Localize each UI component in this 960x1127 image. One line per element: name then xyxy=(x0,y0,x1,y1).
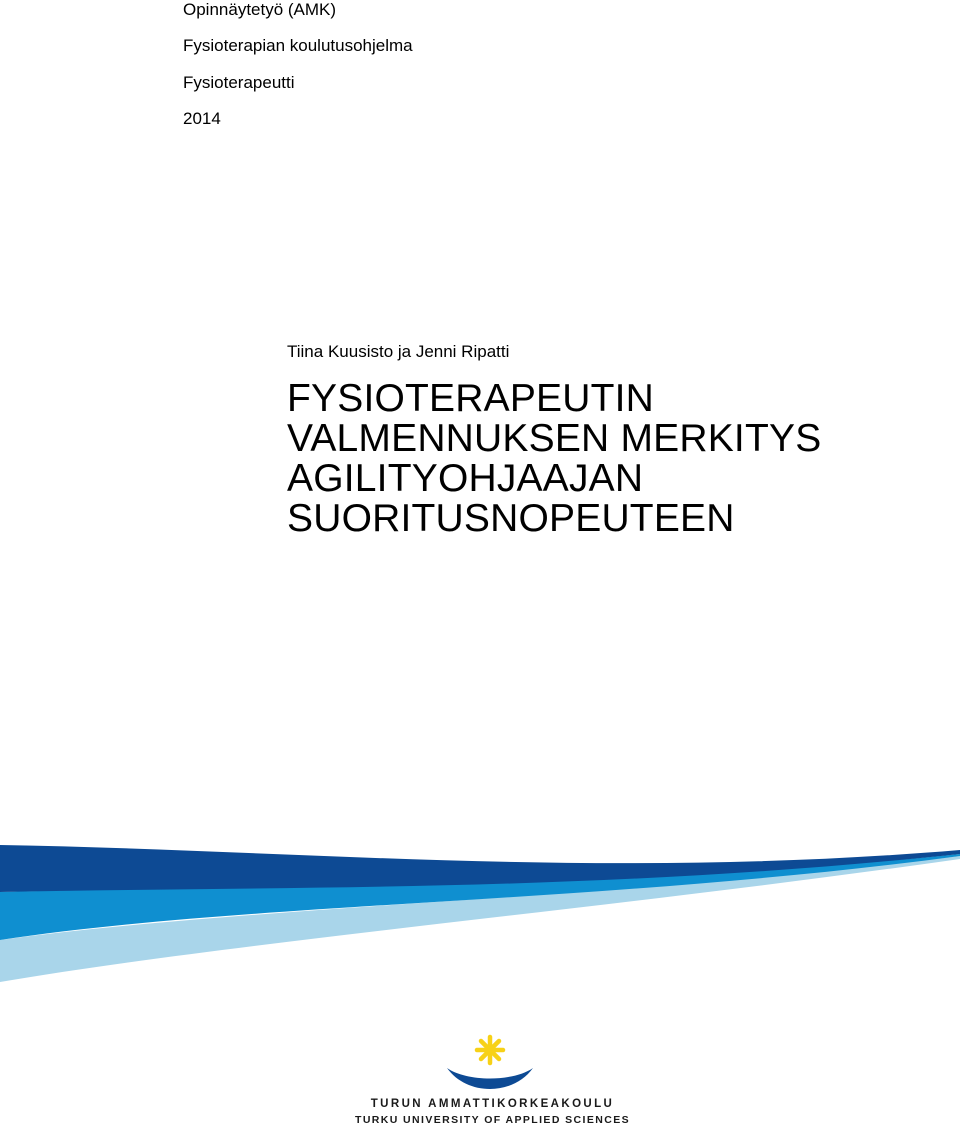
logo-mark xyxy=(355,1025,630,1095)
qualification-label: Fysioterapeutti xyxy=(183,73,295,92)
logo-name-finnish: TURUN AMMATTIKORKEAKOULU xyxy=(370,1098,615,1110)
wave-decoration xyxy=(0,840,960,990)
thesis-title xyxy=(287,379,821,539)
programme-label: Fysioterapian koulutusohjelma xyxy=(183,36,413,55)
title-line-3: AGILITYOHJAAJAN xyxy=(287,457,644,500)
authors: Tiina Kuusisto ja Jenni Ripatti xyxy=(287,342,510,361)
degree-label: Opinnäytetyö (AMK) xyxy=(183,0,337,19)
university-logo xyxy=(355,1025,630,1127)
logo-name-english: TURKU UNIVERSITY OF APPLIED SCIENCES xyxy=(355,1114,631,1126)
title-line-2: VALMENNUKSEN MERKITYS xyxy=(287,417,822,460)
title-line-4: SUORITUSNOPEUTEEN xyxy=(287,497,735,540)
year-label: 2014 xyxy=(183,109,221,128)
title-line-1: FYSIOTERAPEUTIN xyxy=(287,377,655,420)
sun-star-icon xyxy=(477,1037,503,1063)
smile-arc-icon xyxy=(447,1068,533,1089)
